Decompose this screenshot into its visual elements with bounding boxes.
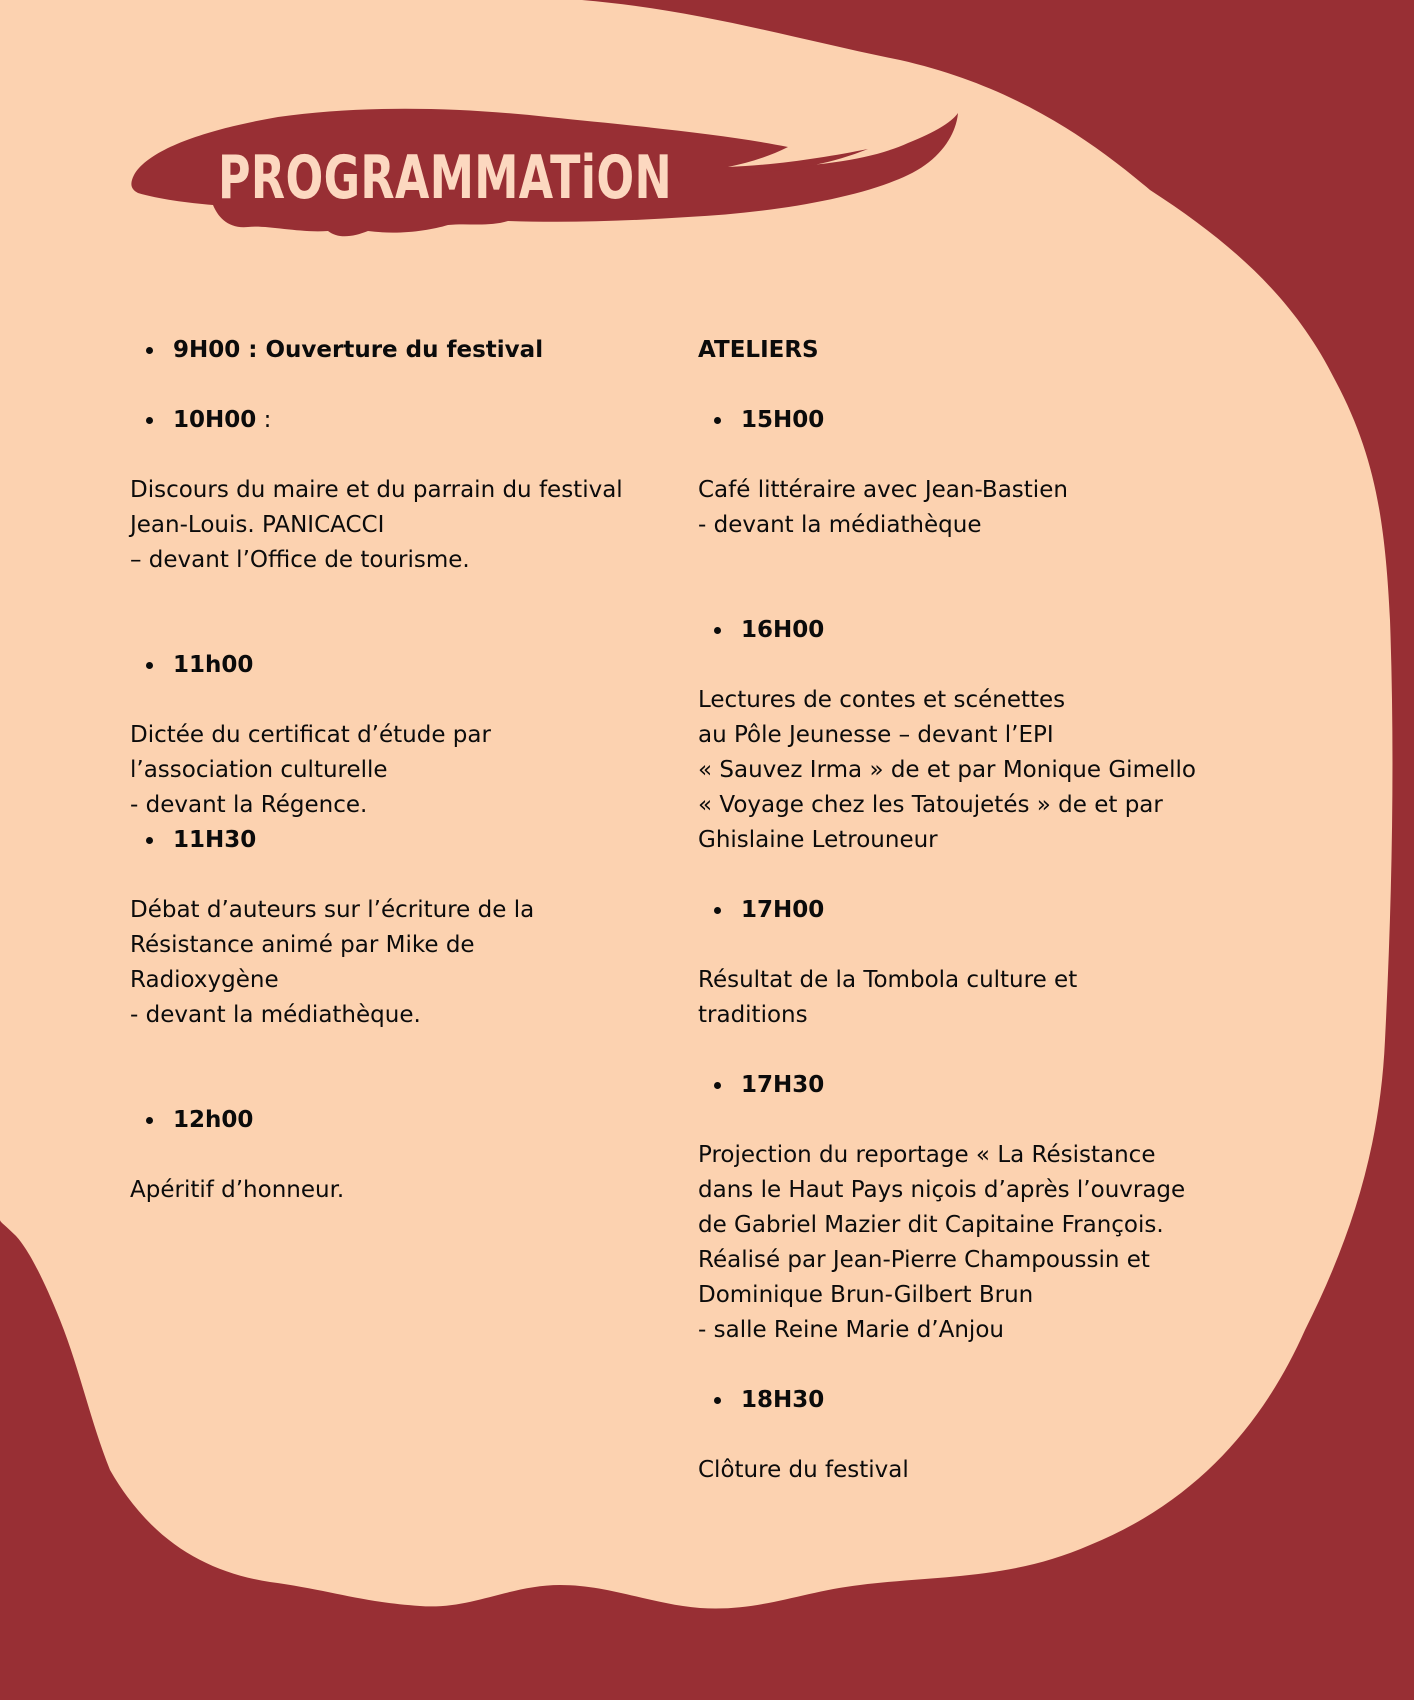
- schedule-description: [130, 718, 686, 823]
- bullet-icon: [714, 627, 721, 634]
- description-line: au Pôle Jeunesse – devant l’EPI: [698, 722, 1054, 748]
- bullet-icon: [714, 1397, 721, 1404]
- bullet-icon: [146, 347, 153, 354]
- schedule-time: 11H30: [173, 827, 257, 853]
- list-item: [698, 893, 1298, 928]
- description-line: de Gabriel Mazier dit Capitaine François.: [698, 1212, 1164, 1238]
- list-item: [698, 613, 1298, 648]
- description-line: traditions: [698, 1002, 808, 1028]
- description-line: « Voyage chez les Tatoujetés » de et par: [698, 792, 1163, 818]
- bullet-icon: [146, 837, 153, 844]
- description-line: Café littéraire avec Jean-Bastien: [698, 477, 1068, 503]
- description-line: Apéritif d’honneur.: [130, 1177, 345, 1203]
- list-item: [130, 333, 686, 368]
- list-item: [698, 403, 1298, 438]
- description-line: l’association culturelle: [130, 757, 388, 783]
- description-line: Clôture du festival: [698, 1457, 909, 1483]
- schedule-description: [698, 963, 1298, 1033]
- description-line: Lectures de contes et scénettes: [698, 687, 1066, 713]
- description-line: « Sauvez Irma » de et par Monique Gimello: [698, 757, 1196, 783]
- page-title: PROGRAMMATiON: [218, 143, 672, 213]
- bullet-icon: [146, 1117, 153, 1124]
- description-line: Débat d’auteurs sur l’écriture de la: [130, 897, 535, 923]
- description-line: - devant la médiathèque: [698, 512, 982, 538]
- description-line: Ghislaine Letrouneur: [698, 827, 938, 853]
- schedule-time: 12h00: [173, 1107, 254, 1133]
- schedule-time: 15H00: [741, 407, 825, 433]
- schedule-time: 18H30: [741, 1387, 825, 1413]
- schedule-right-column: [698, 333, 1298, 1488]
- description-line: Dominique Brun-Gilbert Brun: [698, 1282, 1034, 1308]
- schedule-time: 9H00 :: [173, 337, 258, 363]
- description-line: Radioxygène: [130, 967, 279, 993]
- schedule-time: 17H00: [741, 897, 825, 923]
- schedule-description: [130, 473, 686, 578]
- schedule-description: [698, 1138, 1298, 1348]
- list-item: [130, 648, 686, 683]
- bullet-icon: [146, 417, 153, 424]
- bullet-icon: [714, 907, 721, 914]
- description-line: - devant la Régence.: [130, 792, 368, 818]
- description-line: - salle Reine Marie d’Anjou: [698, 1317, 1004, 1343]
- schedule-time: 16H00: [741, 617, 825, 643]
- list-item: [698, 1383, 1298, 1418]
- schedule-time: 10H00: [173, 407, 257, 433]
- description-line: Résultat de la Tombola culture et: [698, 967, 1078, 993]
- schedule-description: [698, 683, 1298, 858]
- list-item: [130, 823, 686, 858]
- schedule-event: Ouverture du festival: [265, 337, 544, 363]
- description-line: Réalisé par Jean-Pierre Champoussin et: [698, 1247, 1150, 1273]
- list-item: [130, 403, 686, 438]
- schedule-time: 11h00: [173, 652, 254, 678]
- bullet-icon: [714, 417, 721, 424]
- description-line: Résistance animé par Mike de: [130, 932, 475, 958]
- schedule-time-suffix: :: [256, 407, 272, 433]
- schedule-description: [130, 1173, 686, 1208]
- schedule-time: 17H30: [741, 1072, 825, 1098]
- description-line: Discours du maire et du parrain du festival: [130, 477, 623, 503]
- bullet-icon: [714, 1082, 721, 1089]
- list-item: [130, 1103, 686, 1138]
- schedule-description: [698, 1453, 1298, 1488]
- schedule-left-column: [130, 333, 686, 1208]
- bullet-icon: [146, 662, 153, 669]
- section-heading-ateliers: ATELIERS: [698, 337, 819, 363]
- description-line: - devant la médiathèque.: [130, 1002, 421, 1028]
- schedule-description: [130, 893, 686, 1033]
- description-line: dans le Haut Pays niçois d’après l’ouvrage: [698, 1177, 1186, 1203]
- schedule-description: [698, 473, 1298, 543]
- description-line: Jean-Louis. PANICACCI: [130, 512, 385, 538]
- description-line: Projection du reportage « La Résistance: [698, 1142, 1156, 1168]
- description-line: – devant l’Office de tourisme.: [130, 547, 470, 573]
- list-item: [698, 1068, 1298, 1103]
- description-line: Dictée du certificat d’étude par: [130, 722, 491, 748]
